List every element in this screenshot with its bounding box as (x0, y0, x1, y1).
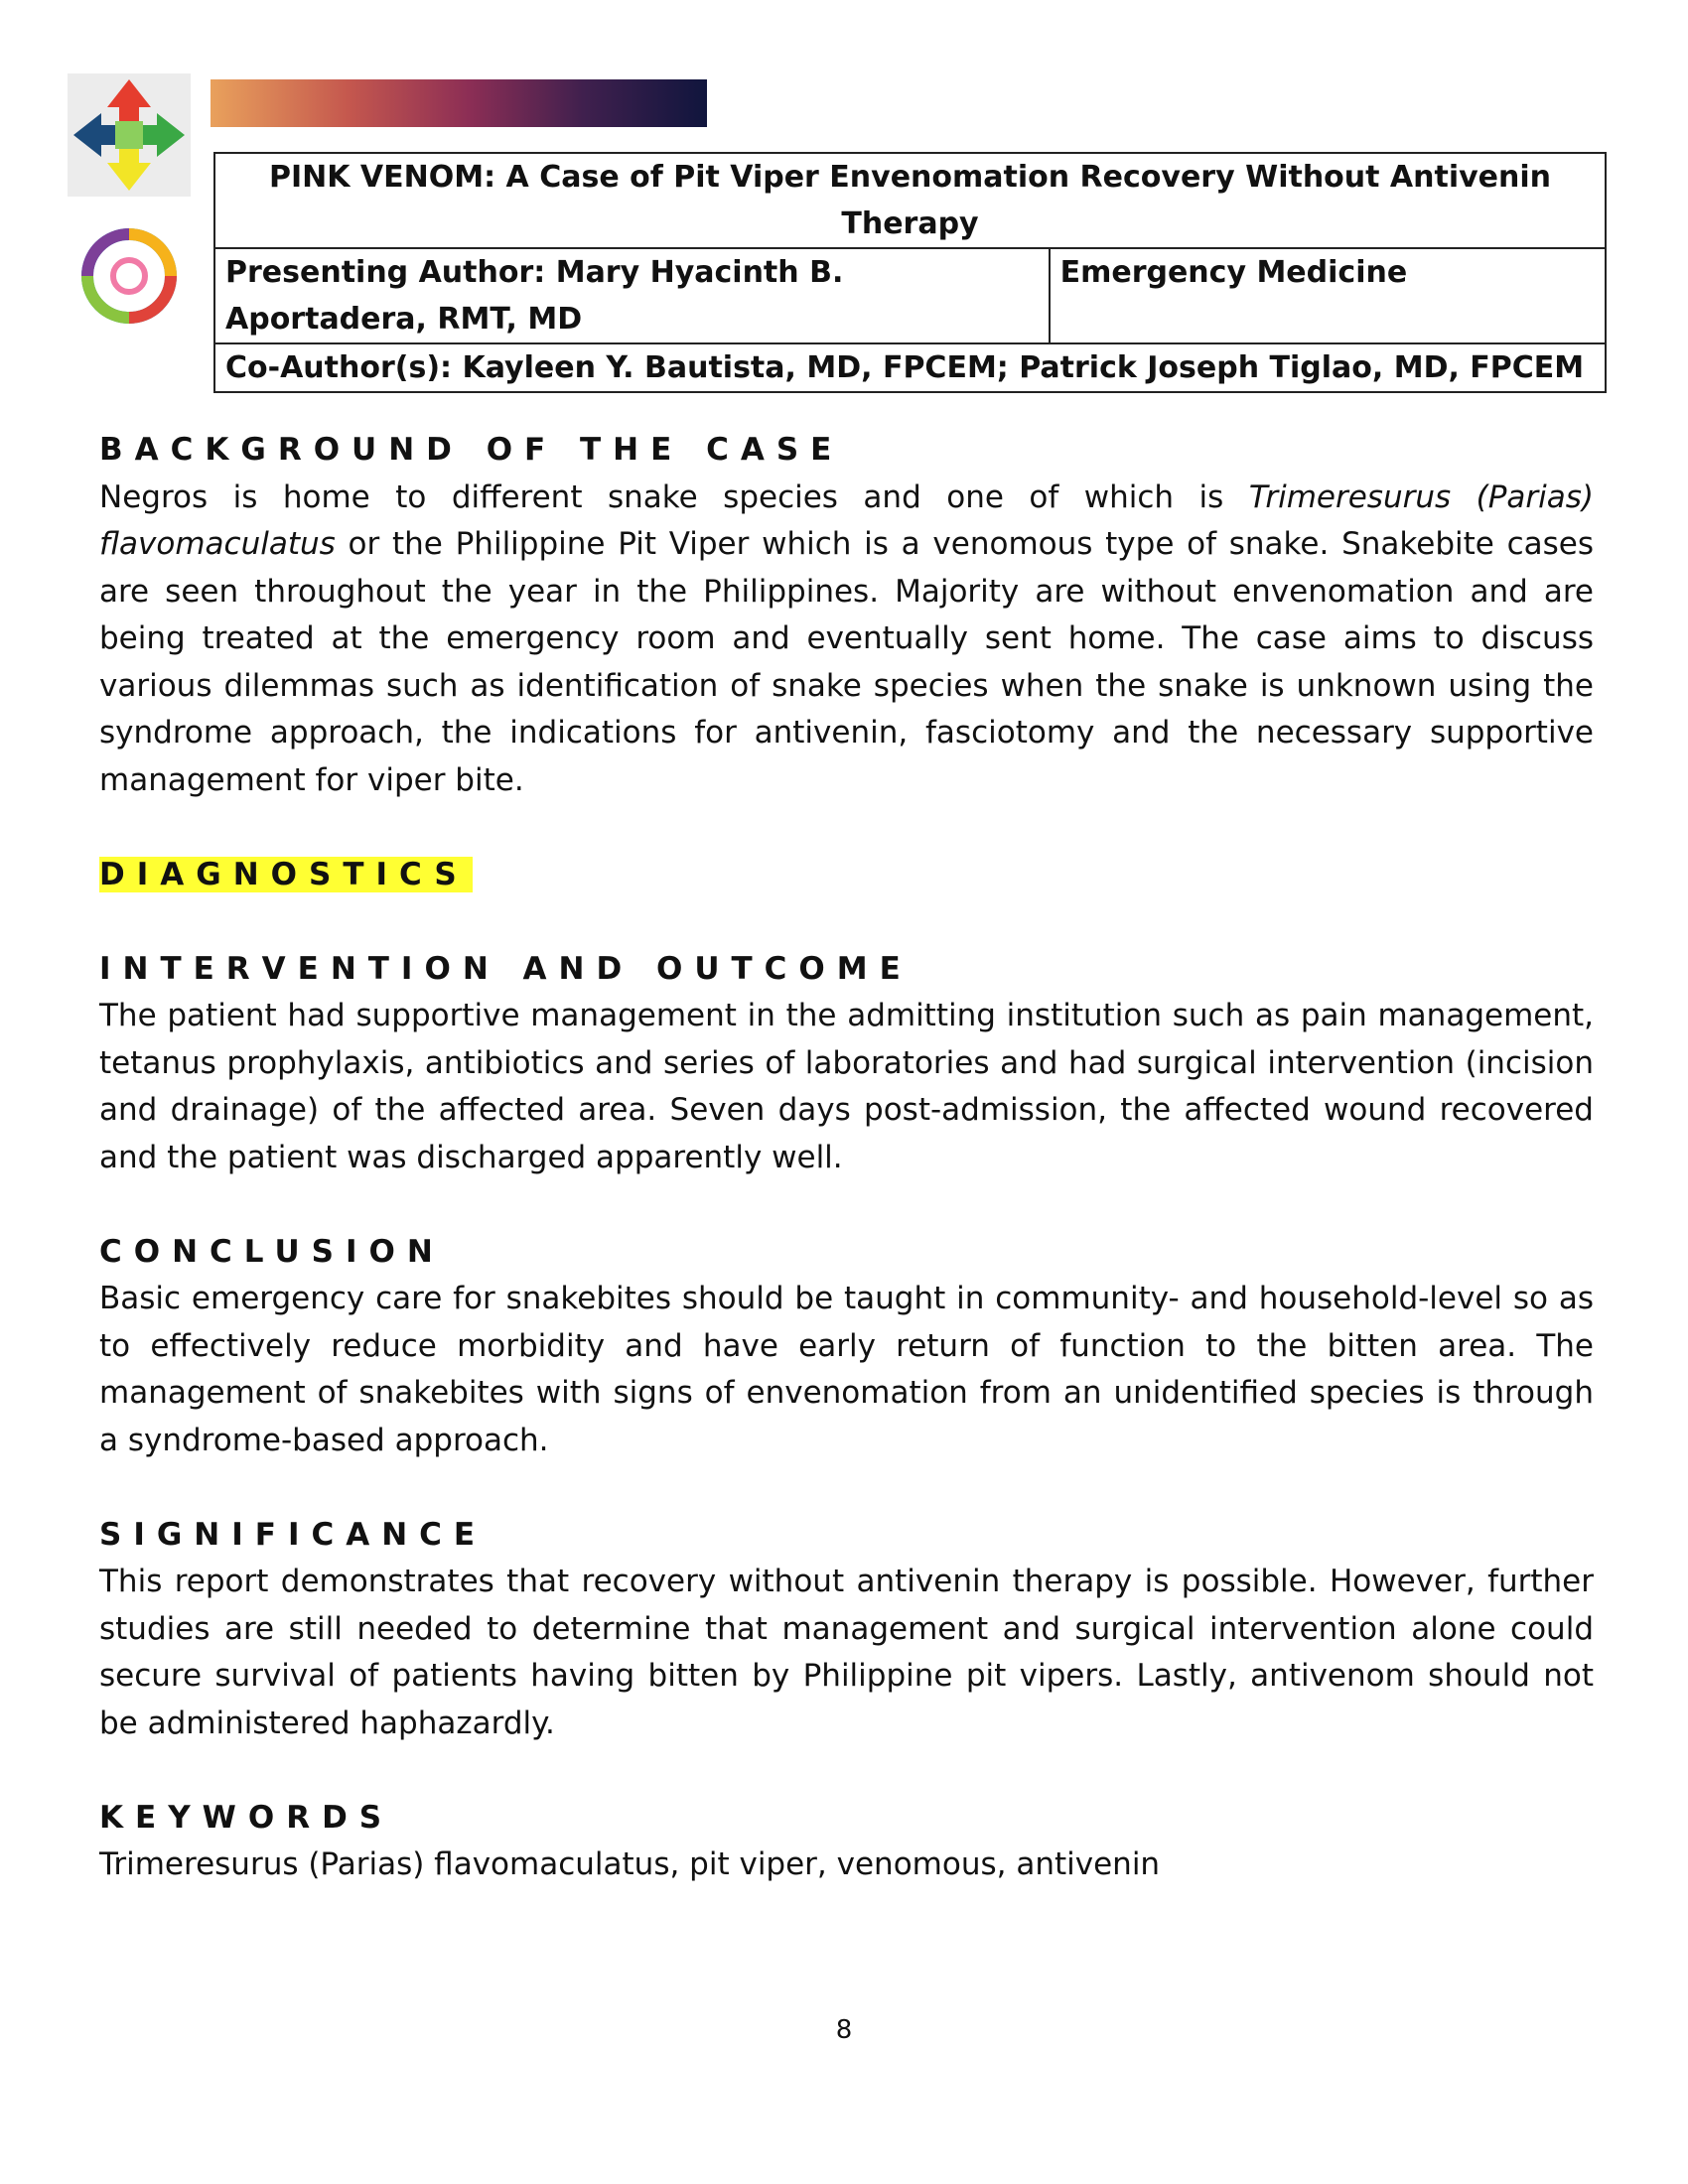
intervention-text: The patient had supportive management in the admitting institution such as pain management, tetanus prophylaxis, antibiotics and series of laboratories and had surgical intervention (incision and drainage) of the affected area. Seven days post-admission, the affected wound recovered and the patient was discharged apparently well. (99, 998, 1594, 1175)
significance-text: This report demonstrates that recovery without antivenin therapy is possible. However, further studies are still needed to determine that management and surgical intervention alone could secure survival of patients having bitten by Philippine pit vipers. Lastly, antivenom should not be administered haphazardly. (99, 1564, 1594, 1741)
significance-heading: SIGNIFICANCE (99, 1516, 488, 1553)
background-section (99, 427, 1594, 804)
keywords-text: Trimeresurus (Parias) flavomaculatus, pit viper, venomous, antivenin (99, 1846, 1161, 1882)
presenting-author: Presenting Author: Mary Hyacinth B. Aportadera, RMT, MD (214, 248, 1050, 343)
conclusion-heading: CONCLUSION (99, 1233, 445, 1270)
page-number: 8 (835, 2015, 853, 2045)
background-text-start: Negros is home to different snake species and one of which is (99, 478, 1249, 515)
cross-arrows-logo (68, 73, 191, 197)
diagnostics-section (99, 852, 1594, 899)
diagnostics-heading-highlight: DIAGNOSTICS (99, 857, 473, 892)
conclusion-text: Basic emergency care for snakebites should be taught in community- and household-level so as to effectively reduce morbidity and have early return of function to the bitten area. The management of snakebites with signs of envenomation from an unidentified species is through a syndrome-based approach. (99, 1281, 1594, 1458)
case-header-table (213, 152, 1607, 393)
species-name: Trimeresurus (Parias) flavomaculatus (99, 478, 1594, 562)
background-text (99, 475, 1594, 805)
background-heading: BACKGROUND OF THE CASE (99, 432, 844, 468)
case-content (99, 427, 1594, 1936)
intervention-heading: INTERVENTION AND OUTCOME (99, 950, 913, 987)
significance-section (99, 1512, 1594, 1748)
conclusion-section (99, 1229, 1594, 1465)
clmmrh-research-committee-logo (71, 210, 191, 359)
header-gradient-bar (211, 79, 707, 127)
department: Emergency Medicine (1050, 248, 1606, 343)
keywords-section (99, 1795, 1594, 1889)
intervention-section (99, 946, 1594, 1182)
diagnostics-heading (99, 852, 1594, 899)
co-authors: Co-Author(s): Kayleen Y. Bautista, MD, FPCEM; Patrick Joseph Tiglao, MD, FPCEM (214, 343, 1606, 392)
keywords-heading: KEYWORDS (99, 1799, 394, 1836)
case-title: PINK VENOM: A Case of Pit Viper Envenomation Recovery Without Antivenin Therapy (214, 153, 1606, 248)
background-text-end: or the Philippine Pit Viper which is a venomous type of snake. Snakebite cases are seen throughout the year in the Philippines. Majority are without envenomation and are being treated at the emergency room and eventually sent home. The case aims to discuss various dilemmas such as identification of snake species when the snake is unknown using the syndrome approach, the indications for antivenin, fasciotomy and the necessary supportive management for viper bite. (99, 526, 1594, 798)
